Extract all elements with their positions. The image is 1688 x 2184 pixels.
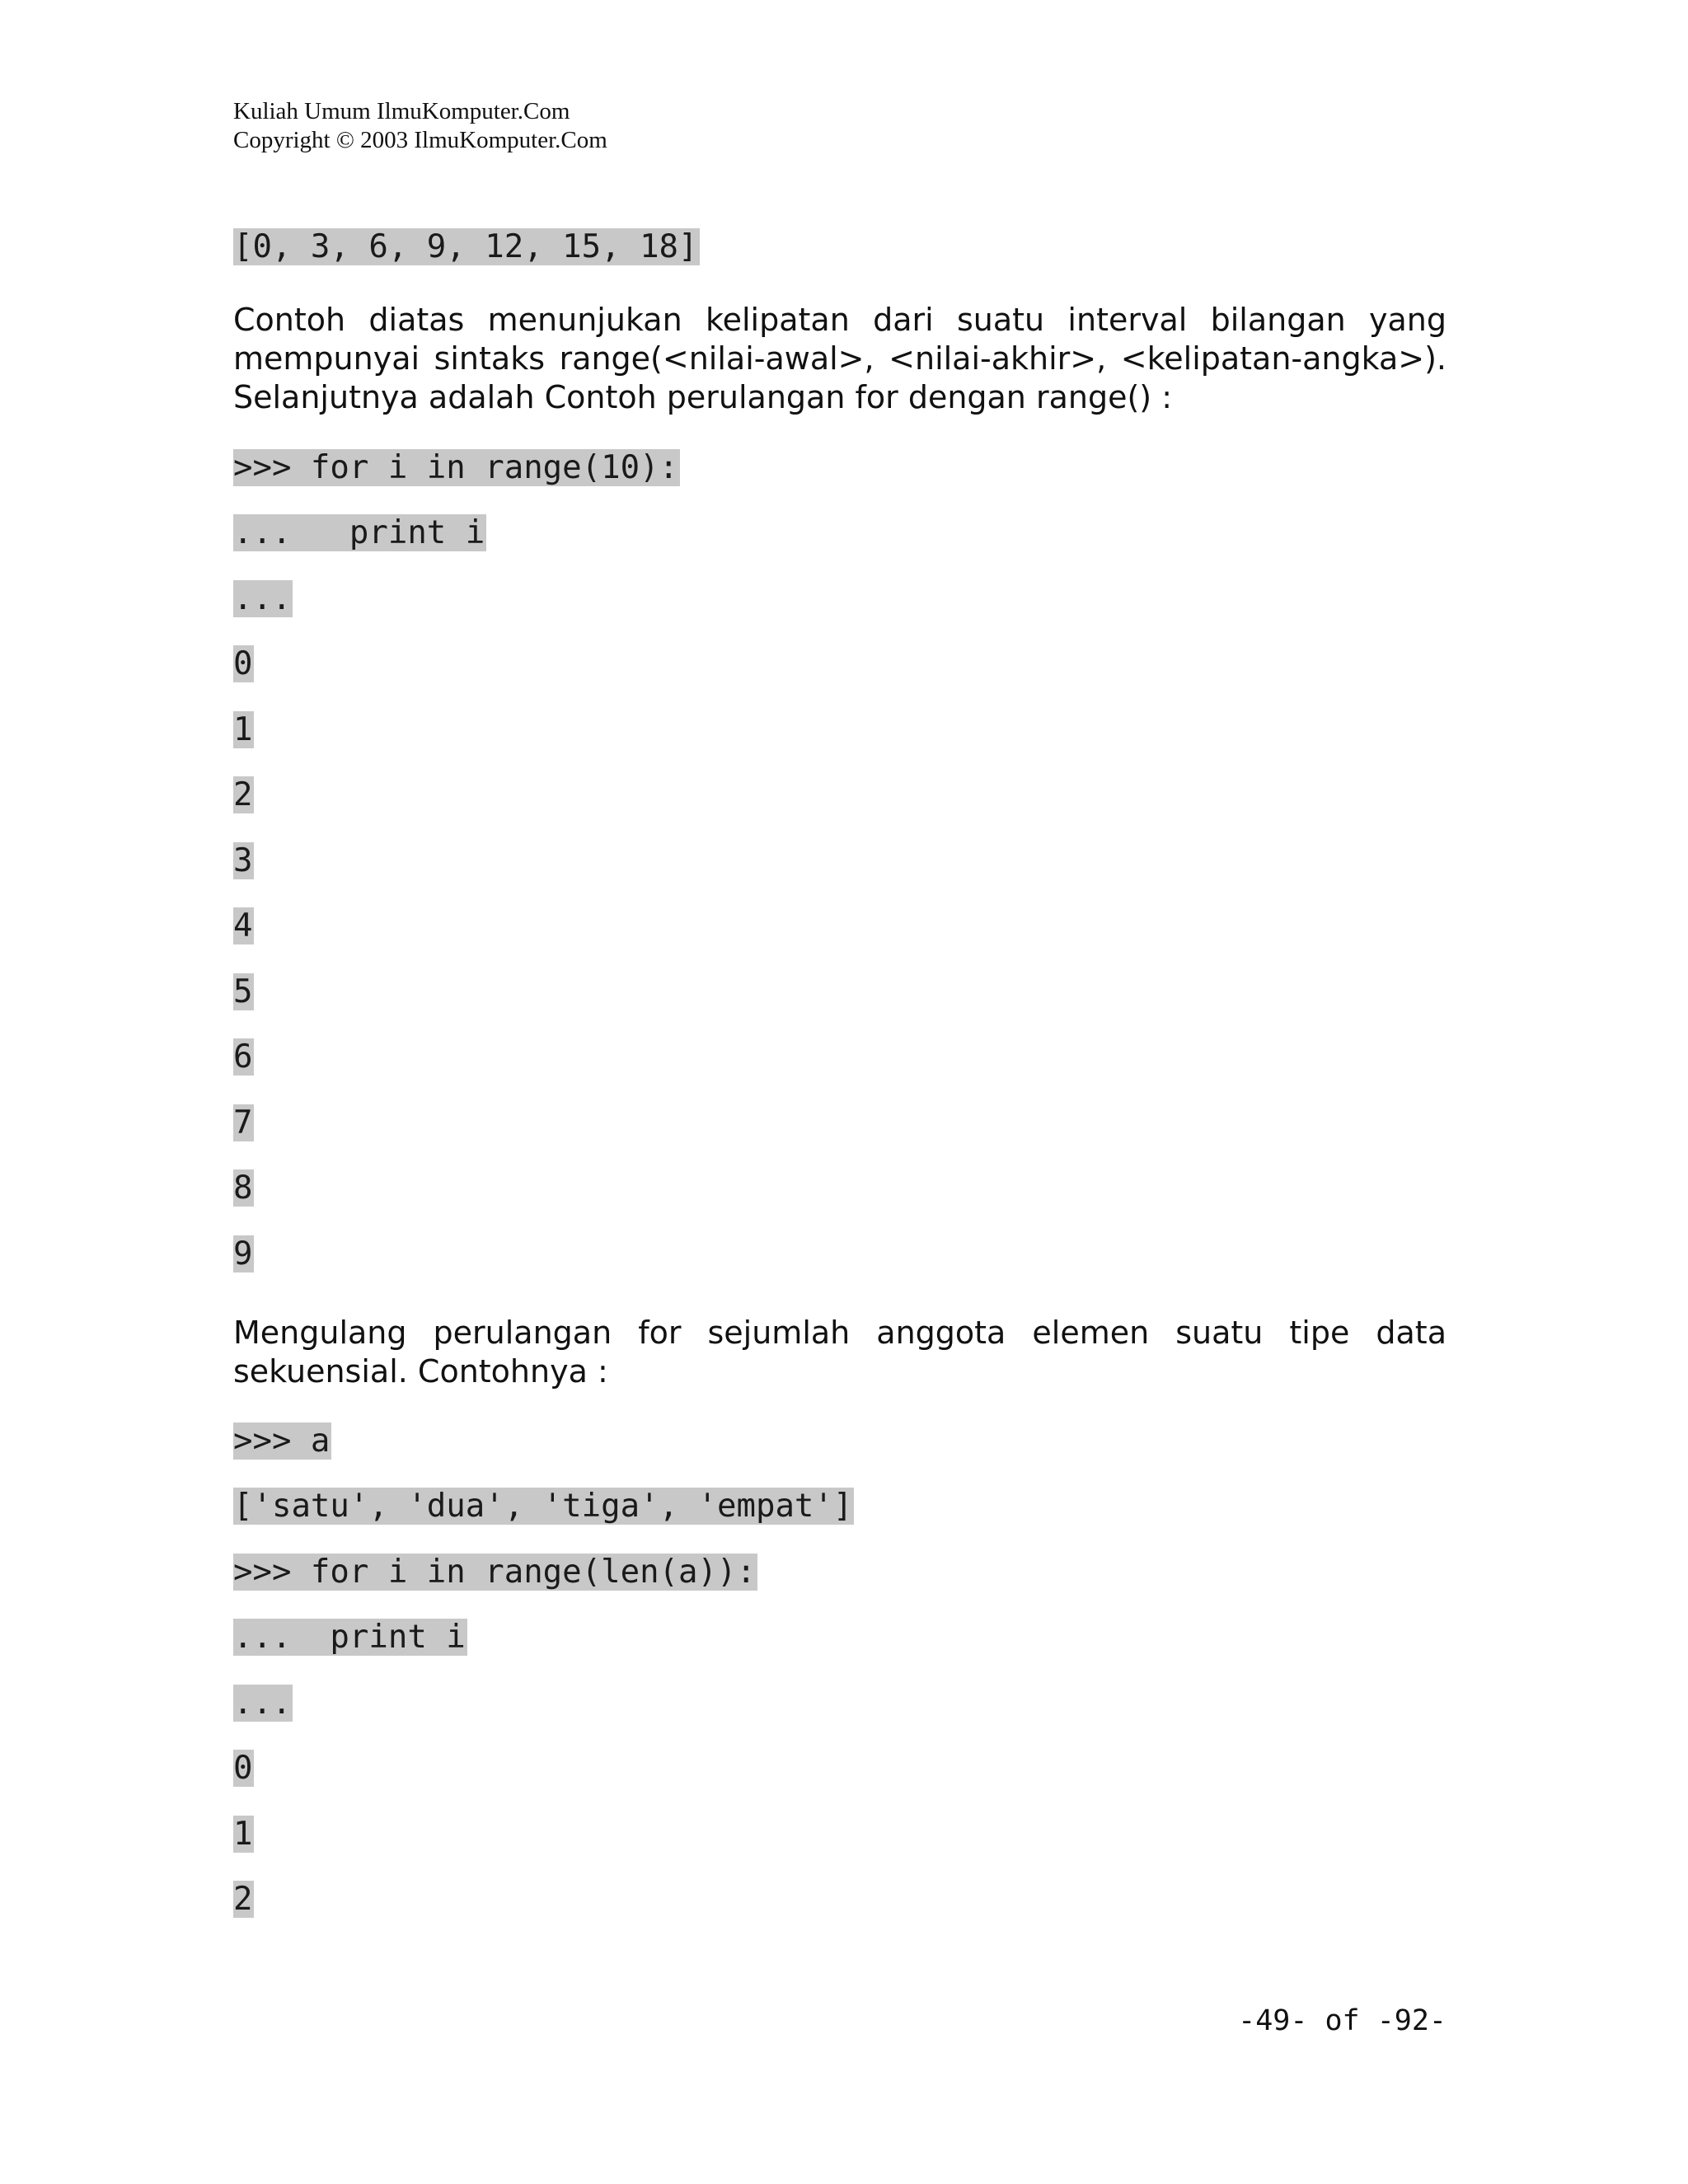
code-line — [233, 907, 254, 945]
code-text: 2 — [233, 776, 253, 813]
code-line — [233, 514, 486, 552]
code-line — [233, 1881, 254, 1919]
code-line — [233, 1685, 293, 1722]
code-line — [233, 1104, 254, 1142]
code-line — [233, 1554, 757, 1591]
code-text: 1 — [233, 711, 253, 748]
code-line — [233, 1038, 254, 1076]
code-text: 3 — [233, 842, 253, 879]
paragraph: Contoh diatas menunjukan kelipatan dari suatu interval bilangan yang mempunyai sintaks range(<nilai-awal>, <nilai-akhir>, <kelipatan-angka>). Selanjutnya adalah Contoh perulangan for dengan range() : — [233, 302, 1447, 415]
code-line — [233, 1816, 254, 1854]
code-text: 7 — [233, 1104, 253, 1141]
code-text: ... — [233, 580, 292, 617]
header-copyright: Copyright © 2003 IlmuKomputer.Com — [233, 127, 607, 153]
code-line — [233, 1235, 254, 1273]
code-text: 0 — [233, 1750, 253, 1787]
code-line — [233, 1169, 254, 1207]
code-text: >>> for i in range(10): — [233, 449, 679, 486]
paragraph: Mengulang perulangan for sejumlah anggota elemen suatu tipe data sekuensial. Contohnya : — [233, 1315, 1447, 1390]
code-text: >>> a — [233, 1422, 331, 1460]
code-text: 9 — [233, 1235, 253, 1272]
header-title: Kuliah Umum IlmuKomputer.Com — [233, 98, 570, 124]
code-line — [233, 1619, 467, 1657]
code-text: 2 — [233, 1881, 253, 1918]
page-number: -49- of -92- — [1238, 2004, 1447, 2037]
code-line — [233, 1488, 854, 1526]
code-text: ... print i — [233, 1619, 466, 1656]
code-text: 5 — [233, 973, 253, 1010]
code-text: 8 — [233, 1169, 253, 1207]
code-text: ['satu', 'dua', 'tiga', 'empat'] — [233, 1488, 853, 1525]
code-text: >>> for i in range(len(a)): — [233, 1554, 756, 1591]
code-line — [233, 645, 254, 683]
code-text: 0 — [233, 645, 253, 682]
code-line — [233, 776, 254, 814]
code-line — [233, 973, 254, 1011]
code-line — [233, 449, 680, 487]
code-line — [233, 228, 700, 266]
code-text: ... print i — [233, 514, 485, 551]
page-header — [233, 97, 607, 155]
code-text: [0, 3, 6, 9, 12, 15, 18] — [233, 228, 698, 265]
code-text: 1 — [233, 1816, 253, 1853]
code-line — [233, 842, 254, 880]
code-text: 6 — [233, 1038, 253, 1076]
code-line — [233, 580, 293, 618]
code-line — [233, 711, 254, 749]
code-text: ... — [233, 1685, 292, 1722]
code-line — [233, 1422, 331, 1460]
code-text: 4 — [233, 907, 253, 944]
code-line — [233, 1750, 254, 1788]
